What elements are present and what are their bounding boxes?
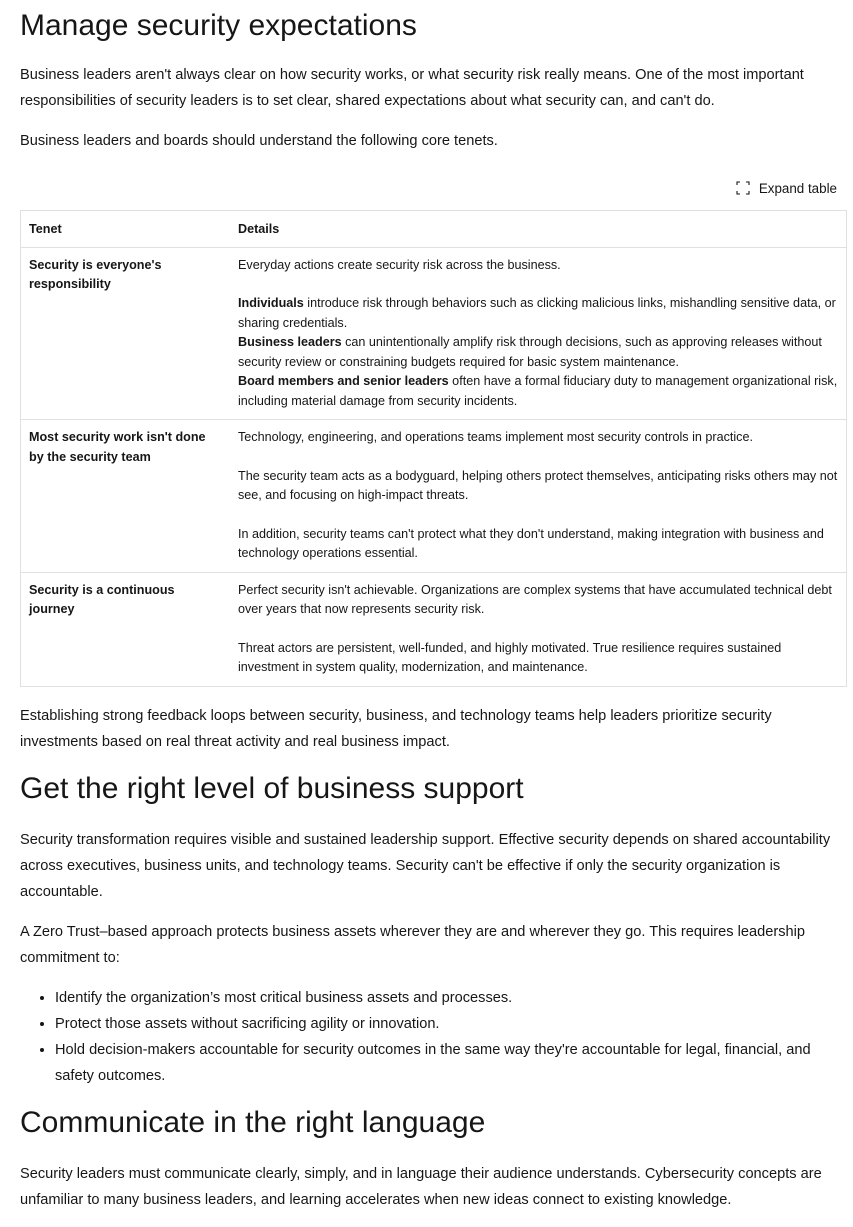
table-toolbar — [20, 176, 847, 200]
details-text: In addition, security teams can't protect what they don't understand, making integration with business and technology operations essential. — [238, 526, 824, 560]
tenet-cell: Security is a continuous journey — [21, 572, 231, 686]
details-text: The security team acts as a bodyguard, helping others protect themselves, anticipating risks others may not see, and focusing on high-impact threats. — [238, 468, 838, 502]
section-heading-communicate: Communicate in the right language — [20, 1105, 486, 1139]
details-item-term: Board members and senior leaders — [238, 374, 449, 388]
expand-table-button[interactable] — [736, 181, 847, 196]
details-item — [238, 294, 838, 333]
tenet-cell: Security is everyone's responsibility — [21, 247, 231, 420]
list-item: • Protect those assets without sacrificing agility or innovation. — [55, 1011, 847, 1037]
tenets-table — [20, 210, 847, 687]
details-cell — [230, 572, 847, 686]
column-header-details: Details — [230, 211, 847, 248]
details-text: Threat actors are persistent, well-funded, and highly motivated. True resilience requires sustained investment in system quality, modernization, and maintenance. — [238, 640, 782, 674]
paragraph: Business leaders and boards should understand the following core tenets. — [20, 133, 498, 149]
details-text: Technology, engineering, and operations teams implement most security controls in practice. — [238, 430, 753, 444]
details-cell — [230, 247, 847, 420]
column-header-tenet: Tenet — [21, 211, 231, 248]
section-heading-manage-security-expectations: Manage security expectations — [20, 9, 417, 42]
commitment-list — [20, 985, 847, 1089]
table-row — [21, 572, 847, 686]
details-cell — [230, 420, 847, 573]
table-row — [21, 247, 847, 420]
list-item: • Identify the organization’s most critical business assets and processes. — [55, 985, 847, 1011]
paragraph: Establishing strong feedback loops between security, business, and technology teams help leaders prioritize security investments based on real threat activity and real business impact. — [20, 707, 772, 750]
details-text: Everyday actions create security risk across the business. — [238, 257, 561, 272]
details-item-term: Individuals — [238, 296, 304, 310]
tenet-cell: Most security work isn't done by the security team — [21, 420, 231, 573]
details-item-text: often have a formal fiduciary duty to management organizational risk, including material damage from security incidents. — [238, 374, 838, 408]
table-header-row — [21, 211, 847, 248]
expand-table-label: Expand table — [758, 180, 837, 196]
paragraph: Security leaders must communicate clearly, simply, and in language their audience understands. Cybersecurity concepts are unfamiliar to many business leaders, and learning accelerates when new ideas connect to existing knowledge. — [20, 1165, 822, 1208]
paragraph: A Zero Trust–based approach protects business assets wherever they are and wherever they go. This requires leadership commitment to: — [20, 923, 805, 966]
details-text: Perfect security isn't achievable. Organizations are complex systems that have accumulated technical debt over years that now represents security risk. — [238, 582, 832, 616]
section-heading-business-support: Get the right level of business support — [20, 771, 524, 805]
details-item — [238, 333, 838, 372]
article-content — [20, 0, 847, 1227]
paragraph: Business leaders aren't always clear on how security works, or what security risk really means. One of the most important responsibilities of security leaders is to set clear, shared expectations about what security can, and can't do. — [20, 67, 804, 109]
details-item-text: introduce risk through behaviors such as clicking malicious links, mishandling sensitive data, or sharing credentials. — [238, 296, 836, 330]
details-item-text: can unintentionally amplify risk through decisions, such as approving releases without security review or constraining budgets required for basic system maintenance. — [238, 335, 822, 369]
details-item — [238, 372, 838, 411]
table-row — [21, 420, 847, 573]
details-item-term: Business leaders — [238, 335, 342, 349]
expand-icon — [736, 181, 750, 195]
paragraph: Security transformation requires visible and sustained leadership support. Effective security depends on shared accountability across executives, business units, and technology teams. Security can't be effective if only the security organization is accountable. — [20, 831, 831, 900]
list-item: • Hold decision-makers accountable for security outcomes in the same way they're accountable for legal, financial, and safety outcomes. — [55, 1037, 847, 1089]
